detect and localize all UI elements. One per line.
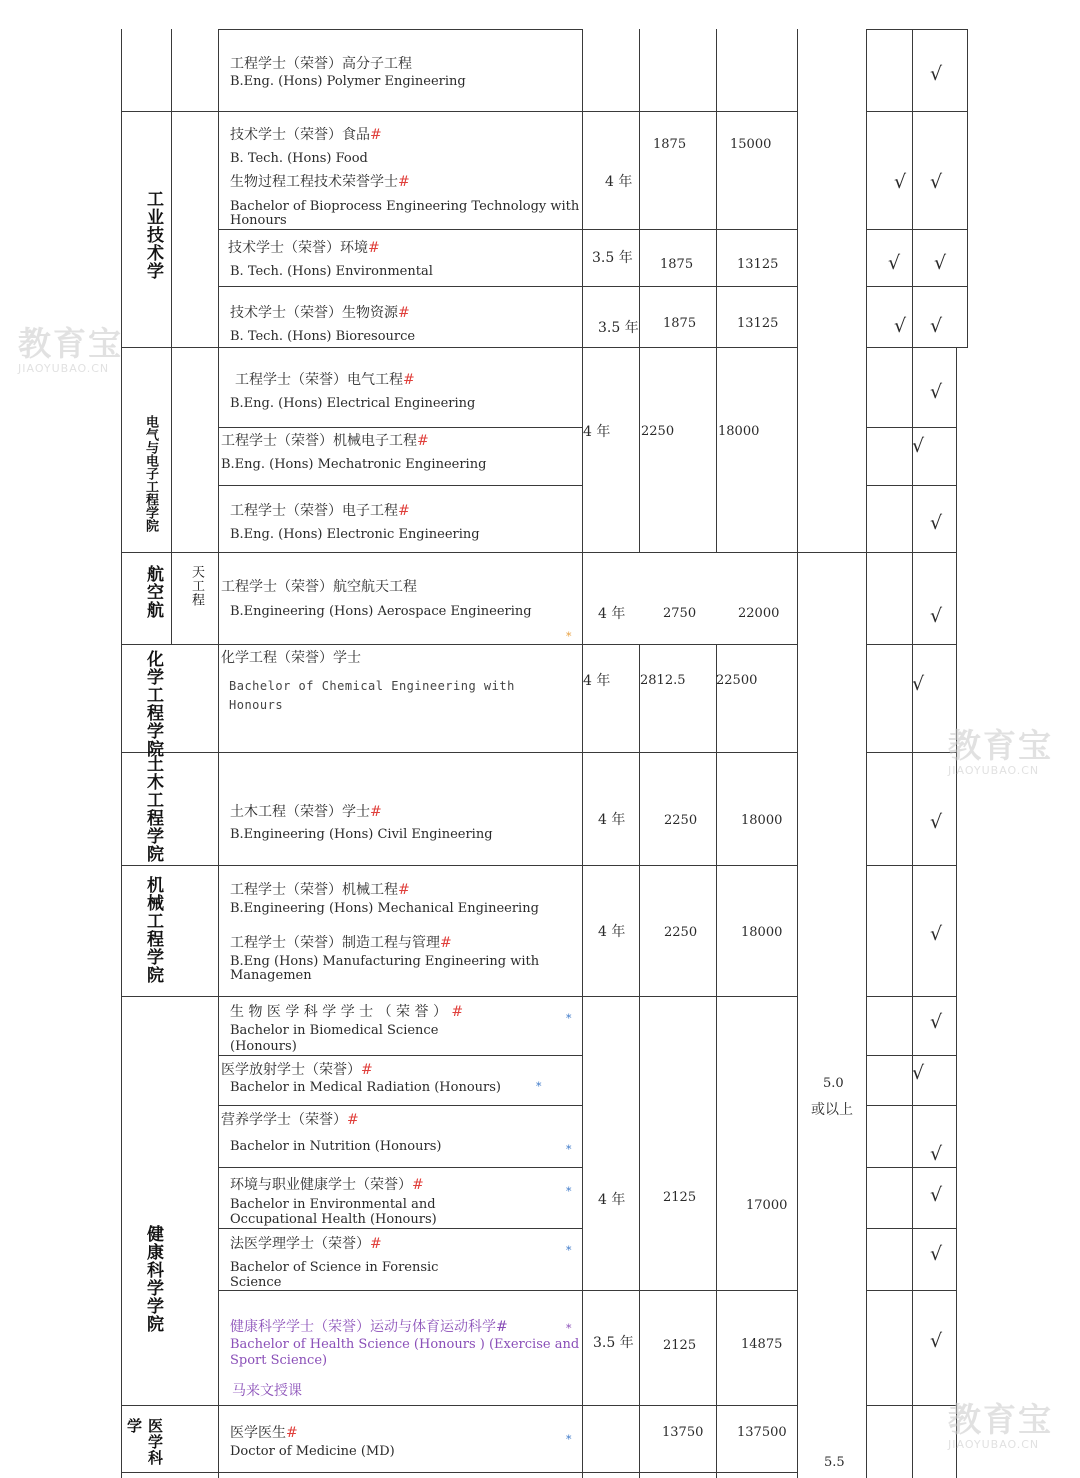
program-bioprocess-en1: Bachelor of Bioprocess Engineering Technology with (230, 199, 580, 214)
program-radiation-en: Bachelor in Medical Radiation (Honours) (230, 1080, 501, 1095)
fee-b: 18000 (741, 925, 783, 940)
hash-mark: # (398, 174, 410, 190)
program-food-en: B. Tech. (Hons) Food (230, 151, 368, 166)
check-mark: √ (888, 252, 901, 274)
check-mark: √ (930, 315, 943, 337)
fee-b: 22500 (716, 673, 758, 688)
faculty-mechanical-label: 机械工程学院 (143, 876, 163, 984)
duration: 4 年 (598, 812, 626, 828)
program-electrical-en: B.Eng. (Hons) Electrical Engineering (230, 396, 476, 411)
hash-mark: # (417, 433, 429, 449)
check-mark: √ (930, 63, 943, 85)
star-mark: * (566, 630, 572, 643)
duration: 4 年 (598, 924, 626, 940)
program-polymer-cn: 工程学士（荣誉）高分子工程 (230, 56, 412, 72)
fee-a: 1875 (653, 137, 687, 152)
program-polymer-en: B.Eng. (Hons) Polymer Engineering (230, 74, 466, 89)
fee-a: 2750 (663, 606, 697, 621)
program-chemical-cn: 化学工程（荣誉）学士 (221, 650, 361, 666)
watermark-logo (18, 326, 123, 375)
requirement-suffix: 或以上 (811, 1102, 853, 1118)
program-bioresource-en: B. Tech. (Hons) Bioresource (230, 329, 416, 344)
program-electrical-cn: 工程学士（荣誉）电气工程 (235, 372, 403, 388)
hash-mark: # (440, 935, 452, 951)
fee-a: 2250 (664, 813, 698, 828)
program-exercise-en2: Sport Science) (230, 1353, 328, 1368)
faculty-chemical-label: 化学工程学院 (143, 650, 163, 758)
program-biomedical-en1: Bachelor in Biomedical Science (230, 1023, 439, 1038)
check-mark: √ (930, 811, 943, 833)
faculty-civil-label: 土木工程学院 (143, 755, 163, 863)
requirement-value: 5.0 (823, 1076, 844, 1091)
faculty-industrial-label: 工业技术学 (143, 190, 163, 280)
star-mark: * (566, 1244, 572, 1257)
faculty-medical-text: 医学科学 (125, 1418, 164, 1466)
program-occupational-cn: 环境与职业健康学士（荣誉） (230, 1177, 412, 1193)
program-environmental-cn: 技术学士（荣誉）环境 (228, 240, 368, 256)
fee-b: 137500 (737, 1425, 787, 1440)
fee-a: 2125 (663, 1190, 697, 1205)
program-exercise-cn: 健康科学学士（荣誉）运动与体育运动科学 (230, 1319, 496, 1335)
star-mark: * (566, 1012, 572, 1025)
watermark-cn: 教育宝 (948, 726, 1053, 765)
check-mark: √ (930, 1011, 943, 1033)
program-environmental-en: B. Tech. (Hons) Environmental (230, 264, 433, 279)
check-mark: √ (930, 1143, 943, 1165)
fee-b: 18000 (718, 424, 760, 439)
fee-b: 17000 (746, 1198, 788, 1213)
program-biomedical-en2: (Honours) (230, 1039, 297, 1054)
program-manufacturing-en2: Managemen (230, 968, 312, 983)
fee-a: 2250 (664, 925, 698, 940)
program-electronic-cn: 工程学士（荣誉）电子工程 (230, 503, 398, 519)
fee-a: 2812.5 (640, 673, 686, 688)
fee-a: 1875 (663, 316, 697, 331)
program-bioprocess-en2: Honours (230, 213, 287, 228)
star-mark: * (566, 1433, 572, 1446)
hash-mark: # (496, 1319, 508, 1335)
hash-mark: # (286, 1425, 298, 1441)
fee-a: 2250 (641, 424, 675, 439)
requirement-medicine: 5.5 (824, 1455, 845, 1470)
fee-b: 15000 (730, 137, 772, 152)
faculty-aero-sublabel: 天工程 (189, 565, 204, 607)
program-bioresource-cn: 技术学士（荣誉）生物资源 (230, 305, 398, 321)
hash-mark: # (361, 1062, 373, 1078)
check-mark: √ (930, 605, 943, 627)
hash-mark: # (370, 804, 382, 820)
program-medicine-cn: 医学医生 (230, 1425, 286, 1441)
star-mark: * (536, 1080, 542, 1093)
hash-mark: # (368, 240, 380, 256)
check-mark: √ (930, 171, 943, 193)
hash-mark: # (370, 127, 382, 143)
hash-mark: # (398, 503, 410, 519)
check-mark: √ (930, 381, 943, 403)
program-occupational-en1: Bachelor in Environmental and (230, 1197, 436, 1212)
check-mark: √ (894, 315, 907, 337)
hash-mark: # (403, 372, 415, 388)
program-civil-en: B.Engineering (Hons) Civil Engineering (230, 827, 493, 842)
hash-mark: # (398, 882, 410, 898)
program-chemical-en2: Honours (229, 698, 284, 712)
faculty-medical-label (124, 1418, 170, 1470)
duration: 4 年 (605, 174, 633, 190)
program-occupational-en2: Occupational Health (Honours) (230, 1212, 437, 1227)
star-mark: * (566, 1322, 572, 1335)
faculty-aero-label: 航空航 (143, 565, 163, 619)
fee-a: 2125 (663, 1338, 697, 1353)
program-civil-cn: 土木工程（荣誉）学士 (230, 804, 370, 820)
check-mark: √ (930, 512, 943, 534)
check-mark: √ (912, 1062, 925, 1084)
fee-b: 14875 (741, 1337, 783, 1352)
duration: 4 年 (598, 606, 626, 622)
program-forensic-en1: Bachelor of Science in Forensic (230, 1260, 439, 1275)
fee-a: 13750 (662, 1425, 704, 1440)
duration: 3.5 年 (592, 250, 633, 266)
program-aerospace-en: B.Engineering (Hons) Aerospace Engineering (230, 604, 532, 619)
program-aerospace-cn: 工程学士（荣誉）航空航天工程 (221, 579, 417, 595)
check-mark: √ (934, 252, 947, 274)
check-mark: √ (930, 1243, 943, 1265)
duration: 3.5 年 (598, 320, 639, 336)
program-exercise-en1: Bachelor of Health Science (Honours ) (Exercise and (230, 1337, 580, 1352)
program-medicine-en: Doctor of Medicine (MD) (230, 1444, 395, 1459)
watermark-logo (948, 728, 1053, 777)
program-nutrition-en: Bachelor in Nutrition (Honours) (230, 1139, 442, 1154)
watermark-cn: 教育宝 (948, 1400, 1053, 1439)
program-chemical-en1: Bachelor of Chemical Engineering with (229, 679, 515, 693)
check-mark: √ (930, 1184, 943, 1206)
duration: 3.5 年 (593, 1335, 634, 1351)
fee-b: 13125 (737, 316, 779, 331)
program-mechanical-en: B.Engineering (Hons) Mechanical Engineering (230, 901, 539, 916)
star-mark: * (566, 1143, 572, 1156)
program-food-cn: 技术学士（荣誉）食品 (230, 127, 370, 143)
program-manufacturing-en1: B.Eng (Hons) Manufacturing Engineering with (230, 954, 540, 969)
program-manufacturing-cn: 工程学士（荣誉）制造工程与管理 (230, 935, 440, 951)
fee-b: 13125 (737, 257, 779, 272)
duration: 4 年 (583, 424, 611, 440)
duration: 4 年 (598, 1192, 626, 1208)
check-mark: √ (912, 435, 925, 457)
program-mechanical-cn: 工程学士（荣誉）机械工程 (230, 882, 398, 898)
watermark-en: JIAOYUBAO.CN (948, 1438, 1040, 1451)
watermark-cn: 教育宝 (18, 324, 123, 363)
program-forensic-cn: 法医学理学士（荣誉） (230, 1236, 370, 1252)
hash-mark: # (412, 1177, 424, 1193)
program-exercise-note: 马来文授课 (232, 1383, 302, 1399)
watermark-en: JIAOYUBAO.CN (18, 362, 110, 375)
program-mechatronic-cn: 工程学士（荣誉）机械电子工程 (221, 433, 417, 449)
check-mark: √ (930, 1330, 943, 1352)
watermark-logo (948, 1402, 1053, 1451)
hash-mark: # (451, 1004, 464, 1020)
program-radiation-cn: 医学放射学士（荣誉） (221, 1062, 361, 1078)
check-mark: √ (912, 673, 925, 695)
hash-mark: # (370, 1236, 382, 1252)
hash-mark: # (398, 305, 410, 321)
hash-mark: # (347, 1112, 359, 1128)
program-electronic-en: B.Eng. (Hons) Electronic Engineering (230, 527, 480, 542)
program-biomedical-cn: 生 物 医 学 科 学 学 士 （ 荣 誉 ） (230, 1004, 447, 1020)
fee-b: 18000 (741, 813, 783, 828)
check-mark: √ (930, 923, 943, 945)
fee-a: 1875 (660, 257, 694, 272)
fee-b: 22000 (738, 606, 780, 621)
faculty-electrical-label: 电气与电子工程学院 (143, 415, 158, 532)
star-mark: * (566, 1185, 572, 1198)
watermark-en: JIAOYUBAO.CN (948, 764, 1040, 777)
program-bioprocess-cn: 生物过程工程技术荣誉学士 (230, 174, 398, 190)
program-mechatronic-en: B.Eng. (Hons) Mechatronic Engineering (221, 457, 487, 472)
duration: 4 年 (583, 673, 611, 689)
program-forensic-en2: Science (230, 1275, 282, 1290)
program-nutrition-cn: 营养学学士（荣誉） (221, 1112, 347, 1128)
check-mark: √ (894, 171, 907, 193)
faculty-health-label: 健康科学学院 (143, 1225, 163, 1333)
